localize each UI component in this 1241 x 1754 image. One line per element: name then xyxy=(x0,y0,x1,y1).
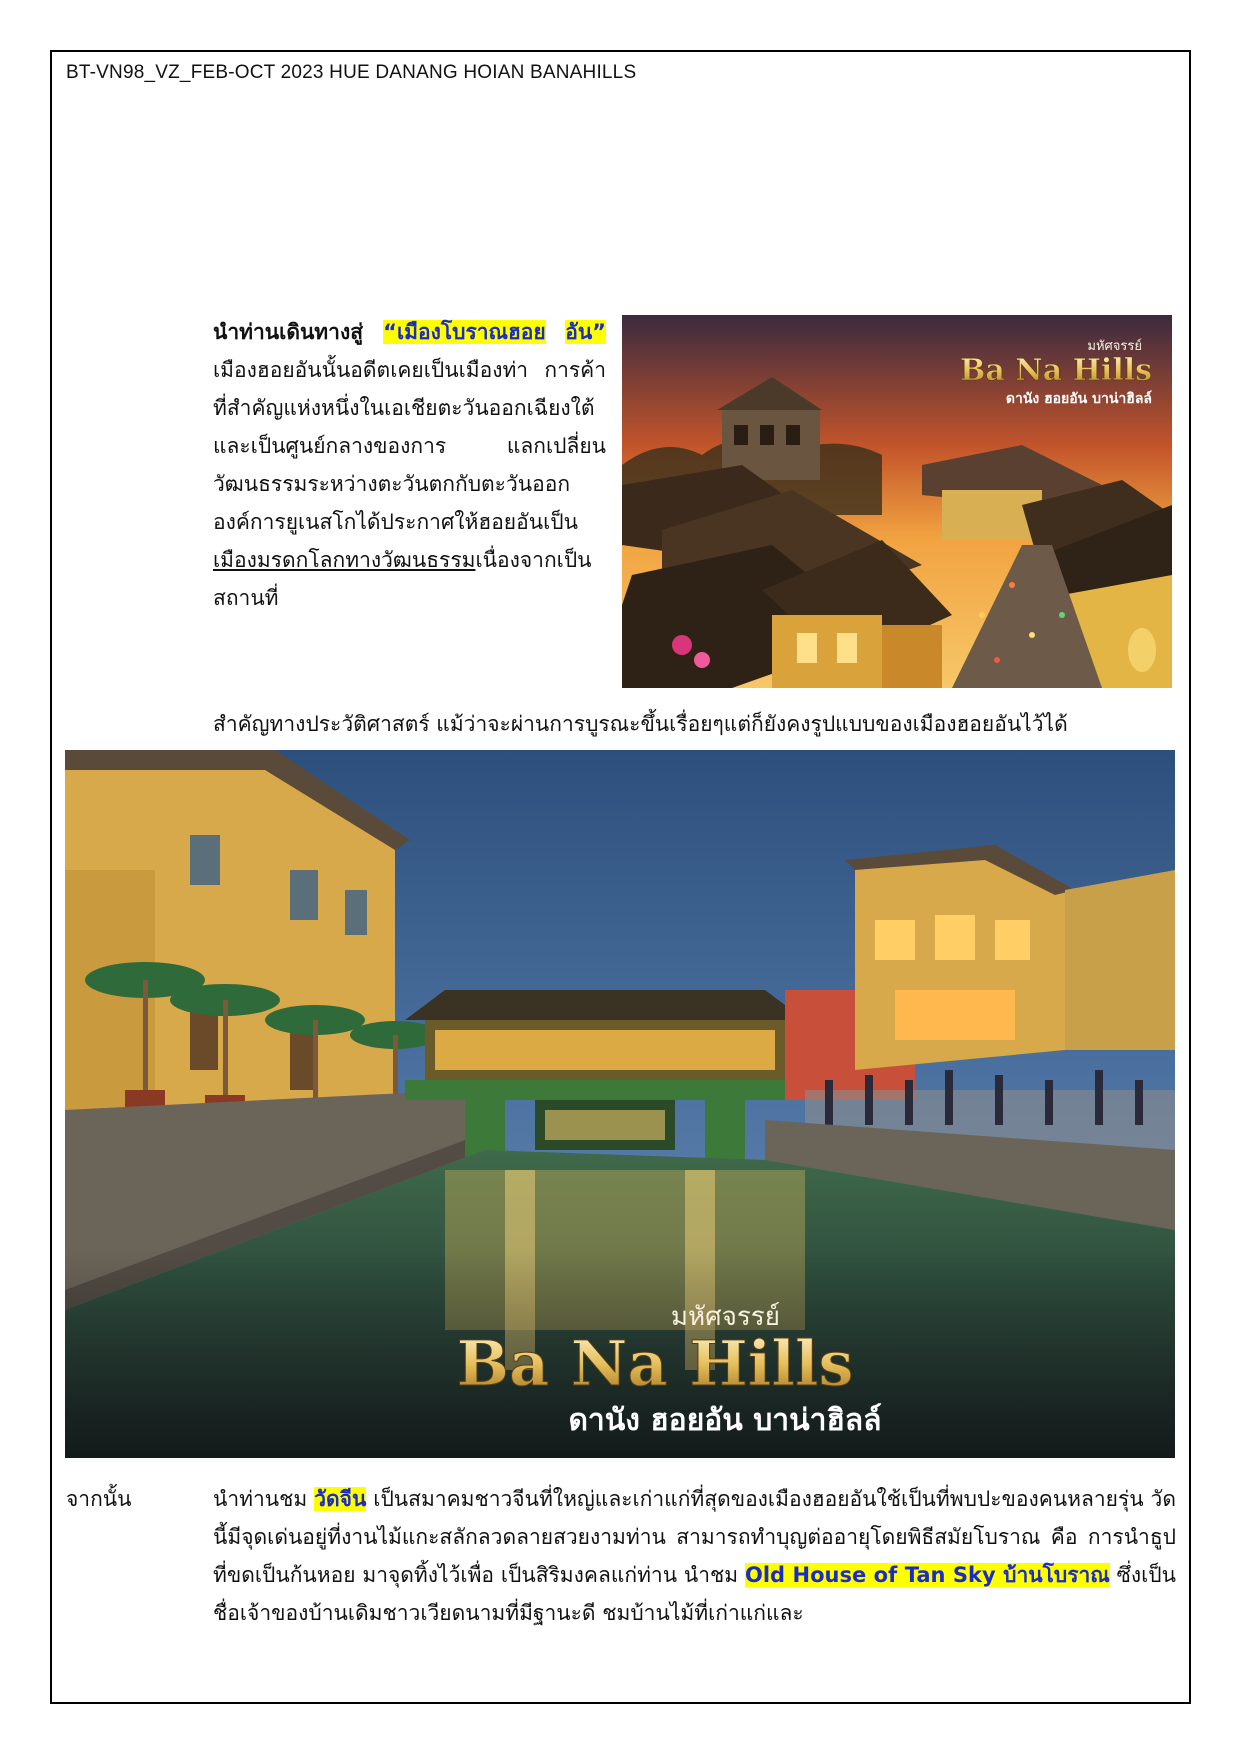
intro-text-2: เนื่องจากเป็นสถานที่ xyxy=(213,548,592,610)
chinese-temple-highlight: วัดจีน xyxy=(314,1487,367,1511)
japanese-bridge-photo xyxy=(65,750,1175,1458)
old-town-highlight-a: “เมืองโบราณฮอย xyxy=(383,320,546,344)
then-label: จากนั้น xyxy=(66,1487,132,1511)
photo1-brand-title: Ba Na Hills xyxy=(960,353,1152,388)
photo2-brand-title: Ba Na Hills xyxy=(456,1327,854,1400)
intro-last-line: สำคัญทางประวัติศาสตร์ แม้ว่าจะผ่านการบูรณะขึ้นเรื่อยๆแต่ก็ยังคงรูปแบบของเมืองฮอยอันไว้ได้ xyxy=(213,712,1068,736)
photo2-brand-sub: มหัศจรรย์ xyxy=(670,1302,780,1332)
temple-text-2: ซึ่งเป็นชื่อเจ้าของบ้านเดิมชาวเวียดนามที่มีฐานะดี ชมบ้านไม้ที่เก่าแก่และ xyxy=(213,1563,1176,1625)
temple-text-1: เป็นสมาคมชาวจีนที่ใหญ่และเก่าแก่ที่สุดของเมืองฮอยอันใช้เป็นที่พบปะของคนหลายรุ่น วัดนี้มีจุดเด่นอยู่ที่งานไม้แกะสลักลวดลายสวยงามท่าน สามารถทำบุญต่ออายุโดยพิธีสมัยโบราณ คือ การนำธูปที่ขดเป็นก้นหอย มาจุดทิ้งไว้เพื่อ เป็นสิริมงคลแก่ท่าน นำชม xyxy=(213,1487,1176,1587)
photo2-brand-thai: ดานัง ฮอยอัน บาน่าฮิลล์ xyxy=(568,1403,882,1438)
hoian-intro-paragraph xyxy=(213,313,606,617)
temple-lead: นำท่านชม xyxy=(213,1487,315,1511)
old-town-highlight-b: อัน” xyxy=(565,320,606,344)
tour-code-header: BT-VN98_VZ_FEB-OCT 2023 HUE DANANG HOIAN BANAHILLS xyxy=(66,62,637,83)
photo1-brand-sub: มหัศจรรย์ xyxy=(1087,339,1142,354)
intro-lead: นำท่านเดินทางสู่ xyxy=(213,320,384,344)
world-heritage-underline: เมืองมรดกโลกทางวัฒนธรรม xyxy=(213,548,476,572)
photo1-brand-thai: ดานัง ฮอยอัน บาน่าฮิลล์ xyxy=(1005,391,1152,407)
chinese-temple-paragraph xyxy=(213,1480,1176,1632)
hoian-rooftops-photo xyxy=(622,315,1172,688)
intro-text-1: เมืองฮอยอันนั้นอดีตเคยเป็นเมืองท่า การค้าที่สำคัญแห่งหนึ่งในเอเชียตะวันออกเฉียงใต้และเป็นศูนย์กลางของการ แลกเปลี่ยนวัฒนธรรมระหว่างตะวันตกกับตะวันออกองค์การยูเนสโกได้ประกาศให้ฮอยอันเป็น xyxy=(213,358,606,534)
old-house-highlight: Old House of Tan Sky บ้านโบราณ xyxy=(744,1563,1110,1587)
